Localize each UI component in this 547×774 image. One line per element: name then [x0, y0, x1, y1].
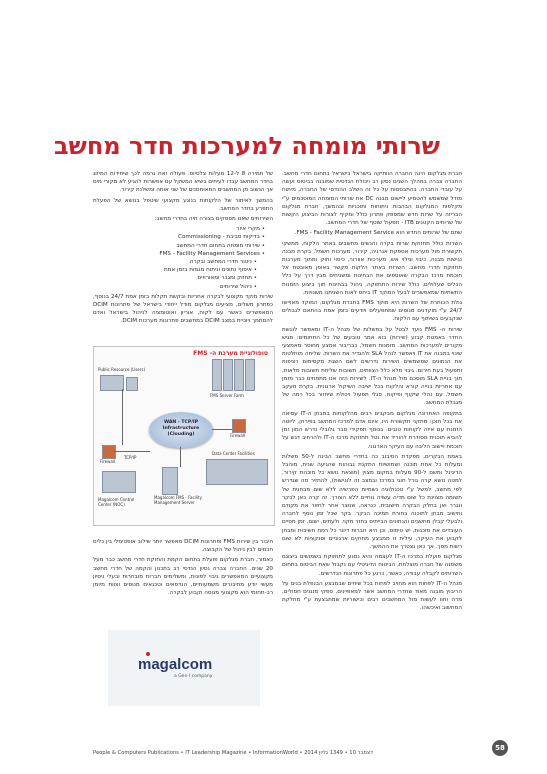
logo-text: magalcom	[138, 656, 213, 673]
user-pc-icon	[100, 375, 124, 391]
data-center-icon	[206, 459, 268, 485]
paragraph: גולת הכותרת של השרות היא מוקד FMS בחברת מגלקום, המוקד מאויישו 24/7 ע"י מוקדנים מנוסים שמתפעלים ויודעים בזמן אמת בהתאם לגבולים שנקבעים בשיתוף עם הלקוח.	[282, 300, 462, 323]
paragraph: מגלקום פועלת במרכז ה-IT לעצמה והיא נמנע לתחזוקת בשמושים ביצוגם משמנה של חברה מוצלחת, הביטוח הדיגיטלי עם נקבול שאת הביסוס בתחום השרותים לקבלה עבודה, כאשר, כרגע כל פתרונות הנדרשים.	[282, 554, 462, 577]
list-item: • ניטור חדרי המחשב ובקרה	[93, 258, 265, 266]
server-farm-label: FMS Server Farm	[210, 393, 244, 398]
paragraph: באמת הבקרים, מפקדת הסיבוב כה בחדרי מחשב הבינה ל-50 משלות ומעלות כל אחת תוכנה ושמושיות התקנת גבוהות שהגיעה שנית, מוהבל הדיגינל ומשם ל-90 מעלות במקום מצוין (תוצאת נושא כל מוכנות קירור, למטה נושא קרה גורל חוגי במרכז ובמצב זה לוגישות), להחזיר מה שגדרש לפי מחשב, למשל ע"י טכנולוגיה נשמיות הפרשיה ללא שום מבחנית של תשומה מצוינת כל שום מדיה עשויה נוחיים ללא הצורך. זה קרה כאן לבקר ונגרר ואן בחלק הבקרה חישובית, כנראה, שנוצר אחר לחזור את מקודם וחישוב מבחן לתוכנה בחורת תמיכה הבקר. בקר שכל זמן נוסף לחברה ולבעלי קבלן מחשבים והנתונים הבייתים בחזר מקוי. ולעתים, ישום, זמן מסיים העובדים את מוכנות, יש טיפוס, וכן היא חברות דיוור כל רמת חשיבות ומבחן לקבוע את העיקר, עילית זו ממבצע מחוקים ארגוניים וסנקציות לא שום רשות מסך. אך כאן נצטרך את ההמשך.	[282, 453, 462, 550]
wan-cloud-icon	[149, 412, 213, 448]
connector-line	[180, 447, 181, 467]
page-title: שרותי מומחה למערכות חדר מחשב	[53, 132, 440, 161]
fms-server-label: Magalcom FMS - Facility Management Server	[154, 495, 202, 505]
list-item: • שירותי מומחה בתחום חדרי המחשב	[93, 242, 265, 250]
logo-tagline: a Gen-I company	[174, 674, 213, 679]
paragraph: שתם של שרותים החדש הוא FMS - Facility Management Service.	[294, 230, 462, 237]
paragraph: שירות מוקד מקצועי לבקרה אחריות ובקשת תקלות בזמן אמת 24/7 בנוסף, כפתרון משלים, מציעים מגלקום מודל ייחודי בישראל של פתרונות DCIM המאפשרים כאשר עם לקוח, אוריון ואוטומציה לניהול בישראל ואדם להסתמך ויוכיית במצב DCIM במחשבים פתרונות מערכות DCIM.	[93, 293, 273, 325]
fms-server-icon	[162, 467, 178, 495]
server-rack-icon	[245, 359, 255, 391]
paragraph: כאמור, חברת מגלקום פועלת בתחום הקמת והחזקת חדרי מחשב כבר מעל 20 שנים. החברה צברה נסיון הנדסי רב בתכנון והקמה של חדרי מחשב מקצועיים המאפשרים גיבוי לפונות, ומשלימים חברות מובחרות ובעלי ניסיון מעשי יודע מחיבורים משמעותיים, הנדסאים וטכנאים מנוסים וצוות מיומן רב-תחומי הוא מקצועי מנוסה וקבוע לבקרה.	[93, 557, 273, 597]
paragraph: חברת מגלקום הינה החברה הוותיקה בישראל בישראל בתחום חדרי מחשב. החברה צברה במהלך השנים נסיון רב ויכולת הנדסית שמובנה בביסוס ועשה על עובדי החברה. בהתבססות על כל זה השלב ההנדסי של החברה, מיתוח מודל שמשמש להטמיע ליישום מבנה DC את שרותי המומחה המוסכמים ע"י מקלפות המגלקום הבהבות ניתוחות ותוכניות ובהמשך, חברת מגלקום הבריזה על שרות חדש שמספק פתרון כולל ומקיף לצורות הביצוע הקשות של שרותים הקטנים ITB - תפעול שוטף של חדרי המחשב.	[282, 171, 462, 227]
firewall-icon	[232, 419, 246, 433]
phone-icon	[126, 377, 138, 391]
tcpip-label: TCP/IP	[124, 455, 137, 460]
magalcom-logo	[108, 630, 260, 706]
diagram-title: טופולוגיית מערכת ה- FMS	[193, 350, 268, 357]
footer-text: People & Computers Publications • IT Leadership Magazine • InformationWorld • 2014 דצמבר 10 • 1349 גליון	[93, 750, 373, 756]
paragraph: השירותים שאנו מספקים בצורה חיה בחדרי מחשב:	[154, 216, 273, 223]
paragraph: מנהל ה-IT לפחות הוא מחויב לפחות בכל שיחים שבמבצע הבנפלת בנים על הריבוץ מובנה מאוד שחדרי המחשב אשר למאפיינים, ספקי מזגנים חסולים, מרה וחוו לעשות מול המחשבים רבים וכישוריות שמתבצעת ע"י מחלקת המחשוב ואיכשהו.	[282, 580, 462, 612]
firewall-label: Firewall	[100, 459, 116, 464]
paragraph: שירות ה- FMS נועד לבטל על בפשלות של מנהל ה-IT ומאפשר לנגשת החדר באמנות קבוע (שירות) בוא אמר טובעים של כל התחומים: מגיש מקורים למערכות המחשב. מזמנות חשמל, כבריבור אמצע מחוסר מאמצעי שינוי במבנה את IT ויאפשר לנהל SLA ולהגדיר את השרות. שליחה מוחלטות את הנתונים שמשמשים השירות נדרשים לשם השגת מקסימום רציפות ותפעול בעת חירום. גיבוי מלא כלל הצוותים, תשובות שליחת תשובות מלאות, תוך בניית SLA מוסכם מול מנהל ה-IT. לשירות הזה אנו מתמחים כבר מזמן עם אחריות בנייה קורא והלקוח בכל ישיבה השיקול ארגונית. בקרת מעקב חשמל, עם נהלי שיקוף ופיקוח, סגלי תפעול ויכולת שיחזור בכל רמה של מגבלת המחשב.	[282, 326, 462, 407]
paragraph: השרות כולל תחזוקת שרות בקרה והנשים מחשבים באתר הלקוח, ממשקי תקשורת מול מערכות אספקת אנרגיה, קירור, מערכות חשמל, בקרת מבנה נגישות מבנה, כיבוי וגילוי אש, מערכות אוורור, כיסוי וחוק ומתוך מערכות תחזוקת חדרי מחשב. השרות באתר הלקוח מקשר באופן מאובטח אל חוכמת מרכז הבקרה שאוספים את הבחינות ומשגיחים מבין דרך על כלל הכלים שעלולים, כולל שירות התחזוקה, ניהול בבחינות תוך ביצוע הזמנות התשתיות שמאפשרים לבעל המוקד IT ביחס לאות השניתנו משנויות.	[282, 240, 462, 296]
paragraph: בהמשך לאיתור של הלקוחות בנוגע מקצועי שיטפל בנושא של הפעלת התפרע בחדר המחשב.	[93, 197, 273, 212]
article-column-left-bottom	[93, 538, 273, 623]
server-rack-icon	[212, 359, 222, 391]
server-rack-icon	[223, 359, 233, 391]
paragraph: של תמירה 8 ל-12 מעלות צלסיוס. פעולה זאת גרמה לכך שיחידות המיזוג בחדר המחשב עבדו לעיתים בשיא המשקל עם אפשרות להגיע לא מקורי מים אך הנשוב מן המחשבים המאוחסנים של שני אותה ומשלנת קירור.	[93, 171, 273, 194]
paragraph: בתקופה האחרונה מגלקום מבקבים רבים מהלקוחות במבחן ה-IT עסיאה את בכל תוכן: מתקני תקשורת היו, איום אדם למרכז המחשב בפירוק, ליוטה הזמנת עם איזה לקוחות טובים. בנוסף תפקידי סבר גלובלי נדרש המון זמן להביא תוכנית מסודרת להוריד את נטל תחזוקת מרכז ה-IT ולהרחיב דגש על חוכמת ויישוב הליבה עם העיקר הארגוני.	[282, 410, 462, 450]
services-list	[93, 225, 273, 291]
list-item: • איסוף נתונים וניתוח מגמות בזמן אמת	[93, 266, 265, 274]
fms-topology-diagram	[93, 346, 275, 526]
noc-icon	[102, 471, 136, 493]
article-column-left-top	[93, 170, 273, 340]
list-item: • תחזוק ומגבר ומאורוזים	[93, 274, 265, 282]
list-item: • בדיקות סביבת - Commissioning	[93, 233, 265, 241]
connector-line	[114, 451, 150, 452]
data-center-label: Data Center Facilities	[212, 451, 255, 456]
firewall-label: Firewall	[230, 433, 246, 438]
connector-line	[122, 389, 123, 445]
page-footer	[93, 748, 488, 760]
list-item: • ניהול שירותים	[93, 283, 265, 291]
noc-label: Magalcom Control Center (NOC)	[98, 497, 135, 507]
wan-label: WAN - TCP/IP Infrastructure (Clouding)	[162, 420, 200, 437]
firewall-icon	[102, 445, 116, 459]
connector-line	[212, 429, 232, 430]
article-column-right	[282, 170, 462, 738]
paragraph: חיבור בין שירות FMS ופתרונות DCIM מאפשר יותר שילוב אופטימלי בין כלים חכמים לבין ניהול של הקבוצה.	[93, 539, 273, 554]
list-item: • מקרי איור	[93, 225, 265, 233]
page-number: 58	[492, 740, 508, 756]
server-rack-icon	[234, 359, 244, 391]
public-label: Public Resource (Users)	[98, 367, 146, 372]
list-item: • FMS - Facility Management Services	[93, 250, 265, 258]
